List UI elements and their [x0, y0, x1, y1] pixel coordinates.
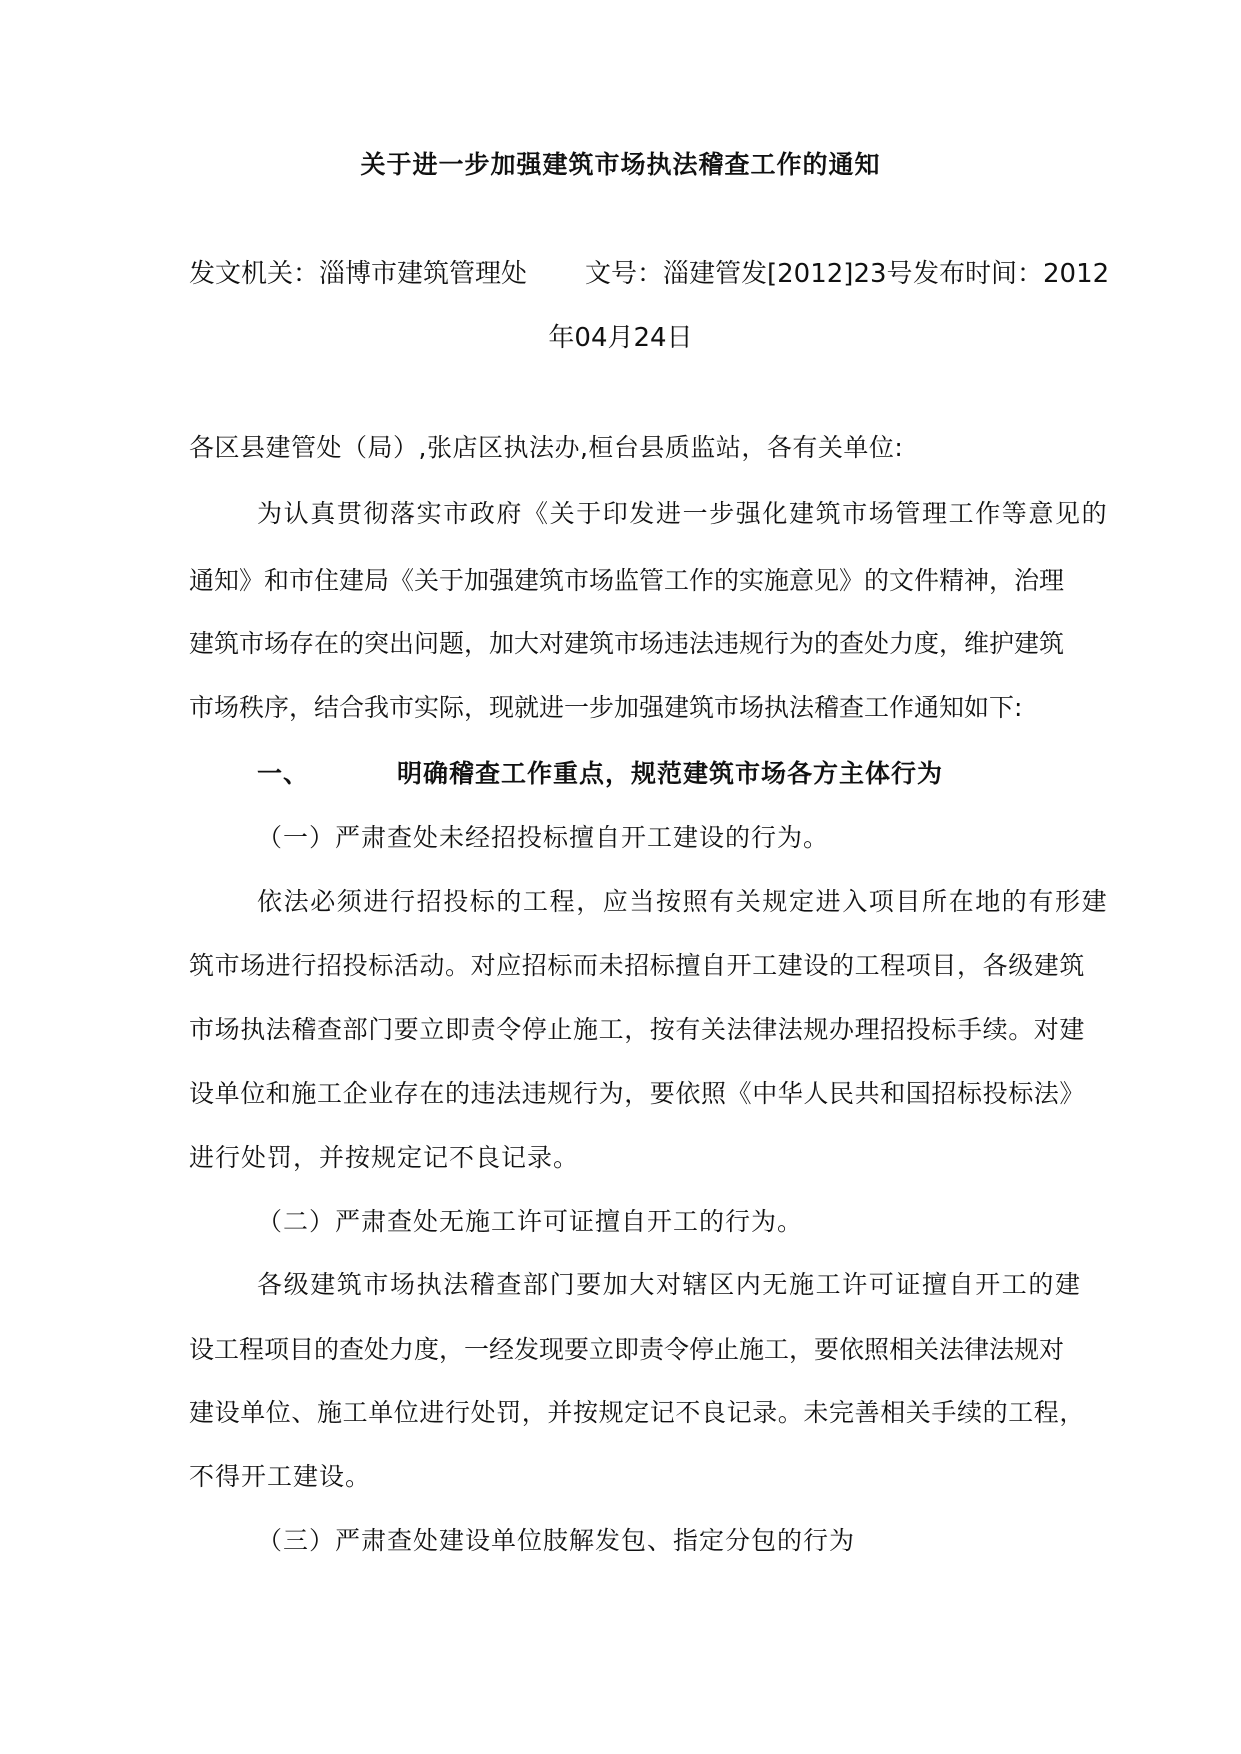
- item-title: （三）严肃查处建设单位肢解发包、指定分包的行为: [257, 1526, 856, 1555]
- item-paragraph-line: 各级建筑市场执法稽查部门要加大对辖区内无施工许可证擅自开工的建: [257, 1270, 1082, 1299]
- issuer: 发文机关：淄博市建筑管理处: [189, 259, 528, 289]
- intro-line: 通知》和市住建局《关于加强建筑市场监管工作的实施意见》的文件精神，治理: [189, 566, 1065, 595]
- item-title: （一）严肃查处未经招投标擅自开工建设的行为。: [257, 823, 830, 852]
- item-paragraph-line: 依法必须进行招投标的工程，应当按照有关规定进入项目所在地的有形建: [257, 887, 1109, 916]
- intro-line: 建筑市场存在的突出问题，加大对建筑市场违法违规行为的查处力度，维护建筑: [189, 629, 1065, 658]
- item-title: （二）严肃查处无施工许可证擅自开工的行为。: [257, 1207, 804, 1236]
- item-paragraph-line: 建设单位、施工单位进行处罚，并按规定记不良记录。未完善相关手续的工程，: [189, 1398, 1086, 1427]
- item-paragraph-line: 设单位和施工企业存在的违法违规行为，要依照《中华人民共和国招标投标法》: [189, 1079, 1086, 1108]
- section-number: 一、: [257, 759, 310, 788]
- salutation: 各区县建管处（局）,张店区执法办,桓台县质监站，各有关单位:: [189, 433, 904, 462]
- item-paragraph-line: 市场执法稽查部门要立即责令停止施工，按有关法律法规办理招投标手续。对建: [189, 1015, 1086, 1044]
- section-heading: 明确稽查工作重点，规范建筑市场各方主体行为: [397, 759, 944, 788]
- intro-line: 为认真贯彻落实市政府《关于印发进一步强化建筑市场管理工作等意见的: [257, 499, 1109, 528]
- item-paragraph-line: 进行处罚，并按规定记不良记录。: [189, 1143, 580, 1172]
- publish-date-continued: 年04月24日: [548, 323, 693, 353]
- doc-number: 文号：淄建管发[2012]23号: [585, 259, 913, 289]
- item-paragraph-line: 筑市场进行招投标活动。对应招标而未招标擅自开工建设的工程项目，各级建筑: [189, 951, 1086, 980]
- document-title: 关于进一步加强建筑市场执法稽查工作的通知: [360, 150, 881, 179]
- item-paragraph-line: 设工程项目的查处力度，一经发现要立即责令停止施工，要依照相关法律法规对: [189, 1335, 1065, 1364]
- intro-line: 市场秩序，结合我市实际，现就进一步加强建筑市场执法稽查工作通知如下:: [189, 693, 1023, 722]
- publish-date-label: 发布时间：2012: [913, 259, 1110, 289]
- item-paragraph-line: 不得开工建设。: [189, 1462, 372, 1491]
